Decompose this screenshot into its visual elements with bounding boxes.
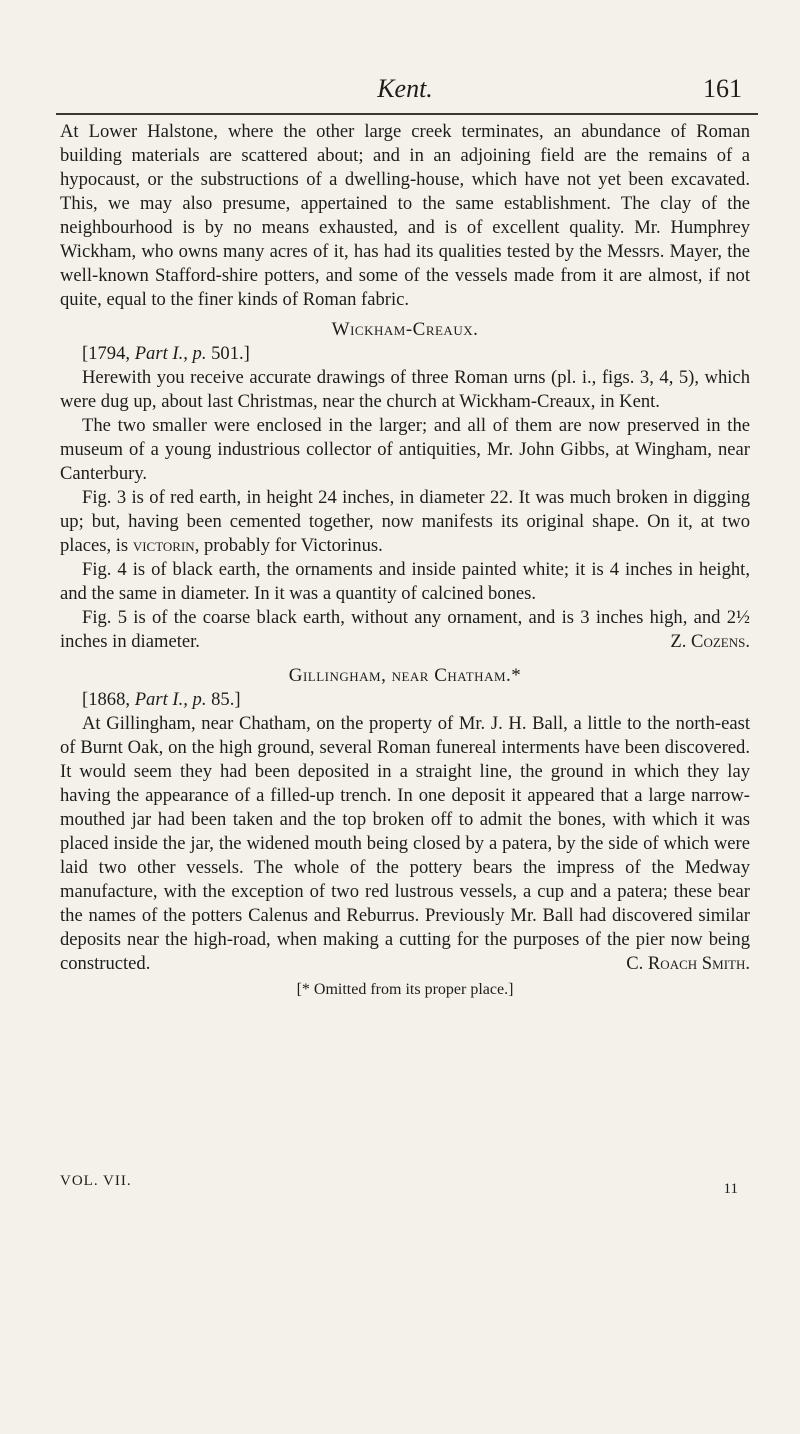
section-heading-gillingham: Gillingham, near Chatham.* xyxy=(288,665,522,686)
reference-gillingham xyxy=(60,688,750,712)
reference-page: 85.] xyxy=(206,689,241,710)
paragraph-wickham-5-text: Fig. 5 is of the coarse black earth, without any ornament, and is 3 inches high, and 2½ inches in diameter. xyxy=(60,607,750,652)
page-number: 161 xyxy=(703,74,742,103)
signature-cozens: Z. Cozens. xyxy=(670,631,750,652)
page-body xyxy=(60,120,750,1002)
reference-year: [1794, xyxy=(82,343,135,364)
signature-mark: 11 xyxy=(723,1181,738,1197)
running-title: Kent. xyxy=(377,74,433,103)
header-rule xyxy=(56,113,758,115)
page-header xyxy=(60,72,750,114)
reference-page: 501.] xyxy=(206,343,250,364)
signature-roach-smith: C. Roach Smith. xyxy=(626,953,750,974)
reference-part: Part I., p. xyxy=(134,343,207,364)
section-heading-wickham: Wickham-Creaux. xyxy=(331,319,479,340)
footnote: [* Omitted from its proper place.] xyxy=(296,981,514,998)
paragraph-wickham-1: Herewith you receive accurate drawings of three Roman urns (pl. i., figs. 3, 4, 5), which were dug up, about last Christmas, near the church at Wickham-Creaux, in Kent. xyxy=(60,367,750,412)
paragraph-gillingham-1 xyxy=(60,712,750,976)
reference-wickham xyxy=(60,342,750,366)
paragraph-wickham-3-b: , probably for Victorinus. xyxy=(194,535,383,556)
reference-year: [1868, xyxy=(82,689,135,710)
paragraph-lower-halstone: At Lower Halstone, where the other large creek terminates, an abundance of Roman building materials are scattered about; and in an adjoining field are the remains of a hypocaust, or the substructions of a dwelling-house, which have not yet been excavated. This, we may also presume, appertained to the same establishment. The clay of the neighbourhood is by no means exhausted, and is of excellent quality. Mr. Humphrey Wickham, who owns many acres of it, has had its qualities tested by the Messrs. Mayer, the well-known Stafford-shire potters, and some of the vessels made from it are almost, if not quite, equal to the finer kinds of Roman fabric. xyxy=(60,121,750,310)
volume-label: VOL. VII. xyxy=(60,1173,132,1189)
paragraph-wickham-5 xyxy=(60,606,750,654)
paragraph-wickham-4: Fig. 4 is of black earth, the ornaments and inside painted white; it is 4 inches in height, and the same in diameter. In it was a quantity of calcined bones. xyxy=(60,559,750,604)
paragraph-wickham-3-a: Fig. 3 is of red earth, in height 24 inches, in diameter 22. It was much broken in digging up; but, having been cemented together, now manifests its original shape. On it, at two places, is xyxy=(60,487,750,556)
inscription-victorin: victorin xyxy=(132,535,195,556)
paragraph-wickham-3 xyxy=(60,486,750,558)
page-footer xyxy=(60,1163,750,1203)
paragraph-wickham-2: The two smaller were enclosed in the larger; and all of them are now preserved in the museum of a young industrious collector of antiquities, Mr. John Gibbs, at Wingham, near Canterbury. xyxy=(60,415,750,484)
paragraph-gillingham-1-text: At Gillingham, near Chatham, on the property of Mr. J. H. Ball, a little to the north-east of Burnt Oak, on the high ground, several Roman funereal interments have been discovered. It would seem they had been deposited in a straight line, the ground in which they lay having the appearance of a filled-up trench. In one deposit it appeared that a large narrow-mouthed jar had been taken and the top broken off to admit the bones, with which it was placed inside the jar, the widened mouth being closed by a patera, by the side of which were laid two other vessels. The whole of the pottery bears the impress of the Medway manufacture, with the exception of two red lustrous vessels, a cup and a patera; these bear the names of the potters Calenus and Reburrus. Previously Mr. Ball had discovered similar deposits near the high-road, when making a cutting for the purposes of the pier now being constructed. xyxy=(60,713,750,974)
reference-part: Part I., p. xyxy=(134,689,207,710)
